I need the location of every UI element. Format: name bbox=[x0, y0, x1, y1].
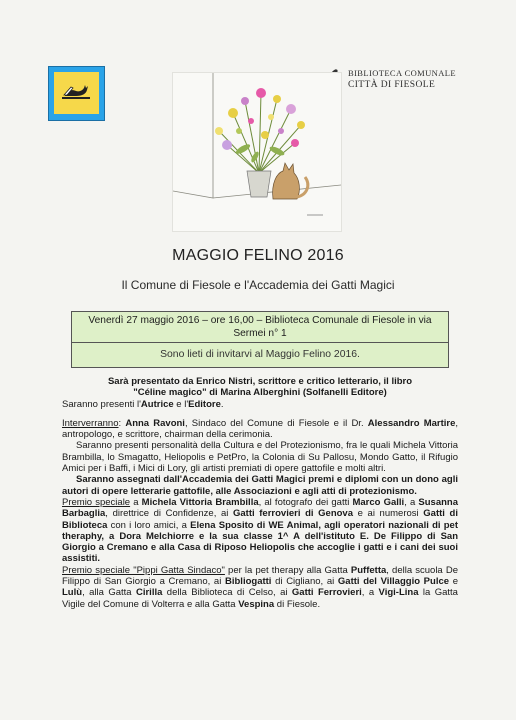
pippi-award-label: Premio speciale "Pippi Gatta Sindaco" bbox=[62, 564, 225, 576]
text-span: , a bbox=[361, 587, 379, 599]
award-recipient: Michela Vittoria Brambilla bbox=[141, 496, 259, 508]
publisher-mention: Editore bbox=[188, 398, 221, 410]
biblioteca-logo bbox=[328, 66, 468, 100]
award-recipient: Bibliogatti bbox=[225, 576, 272, 588]
award-recipient: Vespina bbox=[238, 598, 275, 610]
announcement-body bbox=[62, 376, 458, 610]
award-recipient: Marco Galli bbox=[352, 496, 405, 508]
library-name-line2: CITTÀ DI FIESOLE bbox=[348, 80, 436, 90]
award-recipient: Puffetta bbox=[350, 564, 387, 576]
text-span: e bbox=[449, 576, 458, 588]
presence-line bbox=[62, 399, 458, 410]
speaker-name: Anna Ravoni bbox=[125, 417, 185, 429]
text-span: , a bbox=[404, 496, 419, 508]
text-span: , Sindaco del Comune di Fiesole e il Dr. bbox=[184, 417, 364, 429]
award-recipient: Lulù bbox=[62, 587, 83, 599]
special-award-paragraph bbox=[62, 497, 458, 565]
page-subtitle: Il Comune di Fiesole e l'Accademia dei Gatti Magici bbox=[121, 278, 395, 292]
text-span: per la pet therapy alla Gatta bbox=[224, 564, 351, 576]
text-span: , al fotografo dei gatti bbox=[258, 496, 353, 508]
invitation-text: Sono lieti di invitarvi al Maggio Felino 2016. bbox=[160, 349, 360, 360]
award-recipient: Gatti del Villaggio Pulce bbox=[337, 576, 450, 588]
speakers-label: Interverranno bbox=[62, 417, 119, 429]
speakers-paragraph bbox=[62, 418, 458, 441]
award-recipient: Elena Sposito di WE Animal, bbox=[190, 519, 321, 531]
author-mention: Autrice bbox=[140, 398, 174, 410]
text-span: con i loro amici, a bbox=[107, 519, 191, 531]
award-recipient: Cirilla bbox=[135, 587, 163, 599]
text-span: di Fiesole. bbox=[274, 598, 321, 610]
library-name-line1: BIBLIOTECA COMUNALE bbox=[348, 68, 456, 78]
text-span: Saranno presenti l' bbox=[62, 398, 141, 410]
cat-with-flowers-drawing bbox=[172, 72, 342, 232]
text-span: e ai numerosi bbox=[353, 508, 424, 520]
pippi-award-paragraph bbox=[62, 565, 458, 610]
text-span: della Biblioteca di Celso, ai bbox=[162, 587, 292, 599]
award-recipient: Vigi-Lina bbox=[378, 587, 419, 599]
box-divider bbox=[72, 342, 448, 343]
cat-reading-icon bbox=[60, 82, 92, 100]
book-presentation-line2: "Céline magico" di Marina Alberghini (Solfanelli Editore) bbox=[133, 387, 387, 399]
text-span: la Gatta Vigile del Comune di Volterra e alla Gatta bbox=[62, 587, 458, 610]
text-span: , alla Gatta bbox=[82, 587, 136, 599]
event-details-line2: Sermei n° 1 bbox=[233, 328, 287, 339]
award-recipient: Gatti di Biblioteca bbox=[62, 508, 458, 531]
guests-paragraph: Saranno presenti personalità della Cultura e del Protezionismo, fra le quali Michela Vittoria Brambilla, lo Smagatto, Heliopolis e PetPro, la Colonia di Su Pallosu, Mondo Gatto, il Rifugio Amici per i Baffi, i Mici di Lory, gli artisti premiati di opere gattofile e molti altri. bbox=[62, 440, 458, 475]
text-span: a bbox=[130, 496, 142, 508]
award-recipient: Gatti Ferrovieri bbox=[291, 587, 362, 599]
reading-cat-logo bbox=[48, 66, 105, 121]
event-info-box bbox=[71, 311, 449, 368]
text-span: di Cigliano, ai bbox=[271, 576, 338, 588]
spacer bbox=[62, 410, 458, 418]
text-span: , antropologo, e scrittore, chairman della cerimonia. bbox=[62, 417, 459, 441]
award-recipient: Gatti ferrovieri di Genova bbox=[233, 508, 353, 520]
award-recipient: Susanna Barbaglia bbox=[62, 496, 459, 520]
event-details-line1: Venerdì 27 maggio 2016 – ore 16,00 – Biblioteca Comunale di Fiesole in via bbox=[88, 315, 432, 326]
text-span: : bbox=[118, 417, 126, 429]
text-span: e l' bbox=[173, 398, 189, 410]
speaker-name: Alessandro Martire bbox=[367, 417, 456, 429]
special-award-label: Premio speciale bbox=[62, 496, 131, 508]
awards-paragraph: Saranno assegnati dall'Accademia dei Gatti Magici premi e diplomi con un dono agli autori di opere letterarie gattofile, alle Associazioni e agli atti di protezionismo. bbox=[62, 474, 458, 497]
page-title: MAGGIO FELINO 2016 bbox=[172, 247, 344, 264]
book-presentation-line1: Sarà presentato da Enrico Nistri, scrittore e critico letterario, il libro bbox=[107, 376, 413, 387]
award-recipient: agli operatori nazionali di pet theraphy, a Dora Melchiorre e la sua classe 1^ A dell'istituto E. De Filippo di San Giorgio a Cremano e alla Casa di Riposo Heliopolis che accoglie i gatti e i cani dei suoi assistiti. bbox=[62, 519, 458, 565]
text-span: , direttrice di Confidenze, ai bbox=[105, 508, 233, 520]
text-span: . bbox=[220, 398, 224, 410]
text-span: , della scuola De Filippo di San Giorgio a Cremano, ai bbox=[62, 564, 458, 588]
